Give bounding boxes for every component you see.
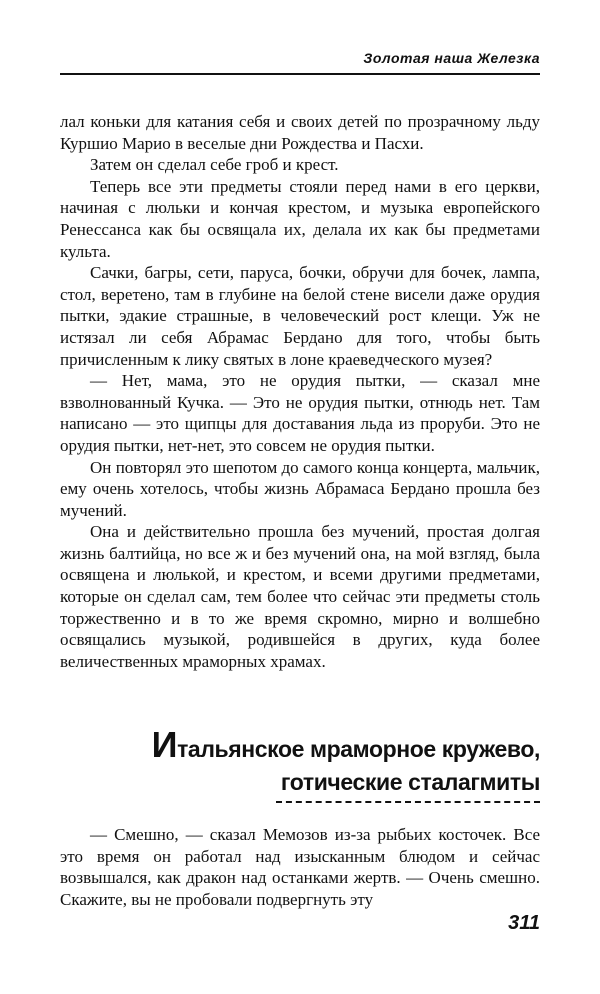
paragraph: Теперь все эти предметы стояли перед нами в его церкви, начиная с люльки и кончая крестом, и музыка европейского Ренессанса как бы освящала их, делала их как бы предметами культа. xyxy=(60,176,540,261)
header-rule xyxy=(60,73,540,75)
paragraph: Она и действительно прошла без мучений, простая долгая жизнь балтийца, но все ж и без мучений она, на мой взгляд, была освящена и люлькой, и крестом, и всеми другими предметами, которые он сделал сам, тем более что сейчас эти предметы столь торжественно и в то же время скромно, мирно и волшебно освящались музыкой, родившейся в других, куда более величественных мраморных храмах. xyxy=(60,522,540,671)
paragraph: Сачки, багры, сети, паруса, бочки, обручи для бочек, лампа, стол, веретено, там в глубине на белой стене висели даже орудия пытки, эдакие страшные, в человеческий рост клещи. Уж не истязал ли себя Абрамас Бердано для того, чтобы быть причисленным к лику святых в лоне краеведческого музея? xyxy=(60,263,540,369)
heading-initial: И xyxy=(151,724,178,765)
heading-dashed-rule xyxy=(276,801,540,803)
paragraph: Он повторял это шепотом до самого конца концерта, мальчик, ему очень хотелось, чтобы жизнь Абрамаса Бердано прошла без мучений. xyxy=(60,457,540,520)
page-number: 311 xyxy=(508,912,540,934)
paragraph: — Нет, мама, это не орудия пытки, — сказал мне взволнованный Кучка. — Это не орудия пытки, отнюдь нет. Там написано — это щипцы для доставания льда из проруби. Это не орудия пытки, нет-нет, это совсем не орудия пытки. xyxy=(60,371,540,455)
running-head: Золотая наша Железка xyxy=(363,50,540,66)
body-text-before xyxy=(60,111,540,672)
paragraph: лал коньки для катания себя и своих детей по прозрачному льду Куршио Марио в веселые дни Рождества и Пасхи. xyxy=(60,112,540,153)
paragraph: — Смешно, — сказал Мемозов из-за рыбьих косточек. Все это время он работал над изысканным блюдом и сейчас возвышался, как дракон над останками жертв. — Очень смешно. Скажите, вы не пробовали подвергнуть эту xyxy=(60,825,540,909)
heading-line-2: готические сталагмиты xyxy=(280,769,540,795)
paragraph: Затем он сделал себе гроб и крест. xyxy=(90,155,339,175)
section-heading xyxy=(60,724,540,799)
heading-line-1: тальянское мраморное кружево, xyxy=(177,736,540,762)
body-text-after xyxy=(60,824,540,910)
